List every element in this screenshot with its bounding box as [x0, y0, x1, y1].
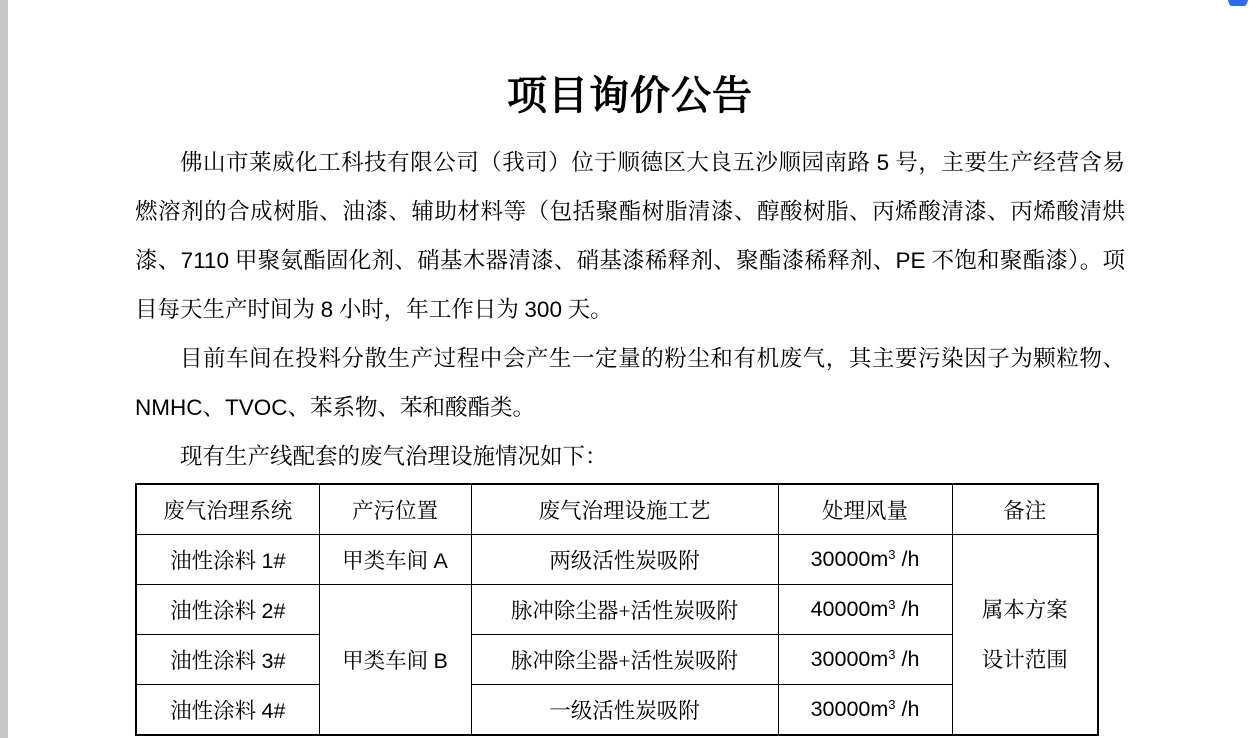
cell-system: 油性涂料 3#	[136, 635, 319, 685]
document-title: 项目询价公告	[507, 73, 753, 118]
paragraph-pollution-factors: 目前车间在投料分散生产过程中会产生一定量的粉尘和有机废气，其主要污染因子为颗粒物、NMHC、TVOC、苯系物、苯和酸酯类。	[135, 346, 1125, 420]
canvas-left-gutter	[0, 0, 8, 738]
remark-line-2: 设计范围	[981, 647, 1068, 672]
col-header-remark: 备注	[952, 484, 1098, 535]
cell-location: 甲类车间 A	[319, 535, 471, 585]
cell-process: 一级活性炭吸附	[471, 685, 778, 736]
paragraph-company-intro: 佛山市莱威化工科技有限公司（我司）位于顺德区大良五沙顺园南路 5 号，主要生产经营含易燃溶剂的合成树脂、油漆、辅助材料等（包括聚酯树脂清漆、醇酸树脂、丙烯酸清漆、丙烯酸清烘漆、7110 甲聚氨酯固化剂、硝基木器清漆、硝基漆稀释剂、聚酯漆稀释剂、PE 不饱和聚酯漆）。项目每天生产时间为 8 小时，年工作日为 300 天。	[135, 150, 1125, 322]
waste-gas-treatment-table	[135, 483, 1099, 736]
cell-process: 脉冲除尘器+活性炭吸附	[471, 585, 778, 635]
cell-location-merged: 甲类车间 B	[319, 585, 471, 736]
cell-system: 油性涂料 4#	[136, 685, 319, 736]
cell-remark-merged	[952, 535, 1098, 736]
cell-airflow: $30000m^3$ /h	[778, 685, 952, 736]
cell-system: 油性涂料 1#	[136, 535, 319, 585]
col-header-system: 废气治理系统	[136, 484, 319, 535]
cell-airflow: $30000m^3$ /h	[778, 535, 952, 585]
col-header-location: 产污位置	[319, 484, 471, 535]
cell-process: 两级活性炭吸附	[471, 535, 778, 585]
remark-line-1: 属本方案	[981, 597, 1068, 622]
col-header-process: 废气治理设施工艺	[471, 484, 778, 535]
cell-airflow: $40000m^3$ /h	[778, 585, 952, 635]
table-header-row	[136, 484, 1098, 535]
cell-airflow: $30000m^3$ /h	[778, 635, 952, 685]
cell-process: 脉冲除尘器+活性炭吸附	[471, 635, 778, 685]
document-page[interactable]	[8, 6, 1260, 738]
paragraph-table-intro: 现有生产线配套的废气治理设施情况如下：	[180, 444, 608, 469]
table-row	[136, 535, 1098, 585]
col-header-airflow: 处理风量	[778, 484, 952, 535]
cell-system: 油性涂料 2#	[136, 585, 319, 635]
